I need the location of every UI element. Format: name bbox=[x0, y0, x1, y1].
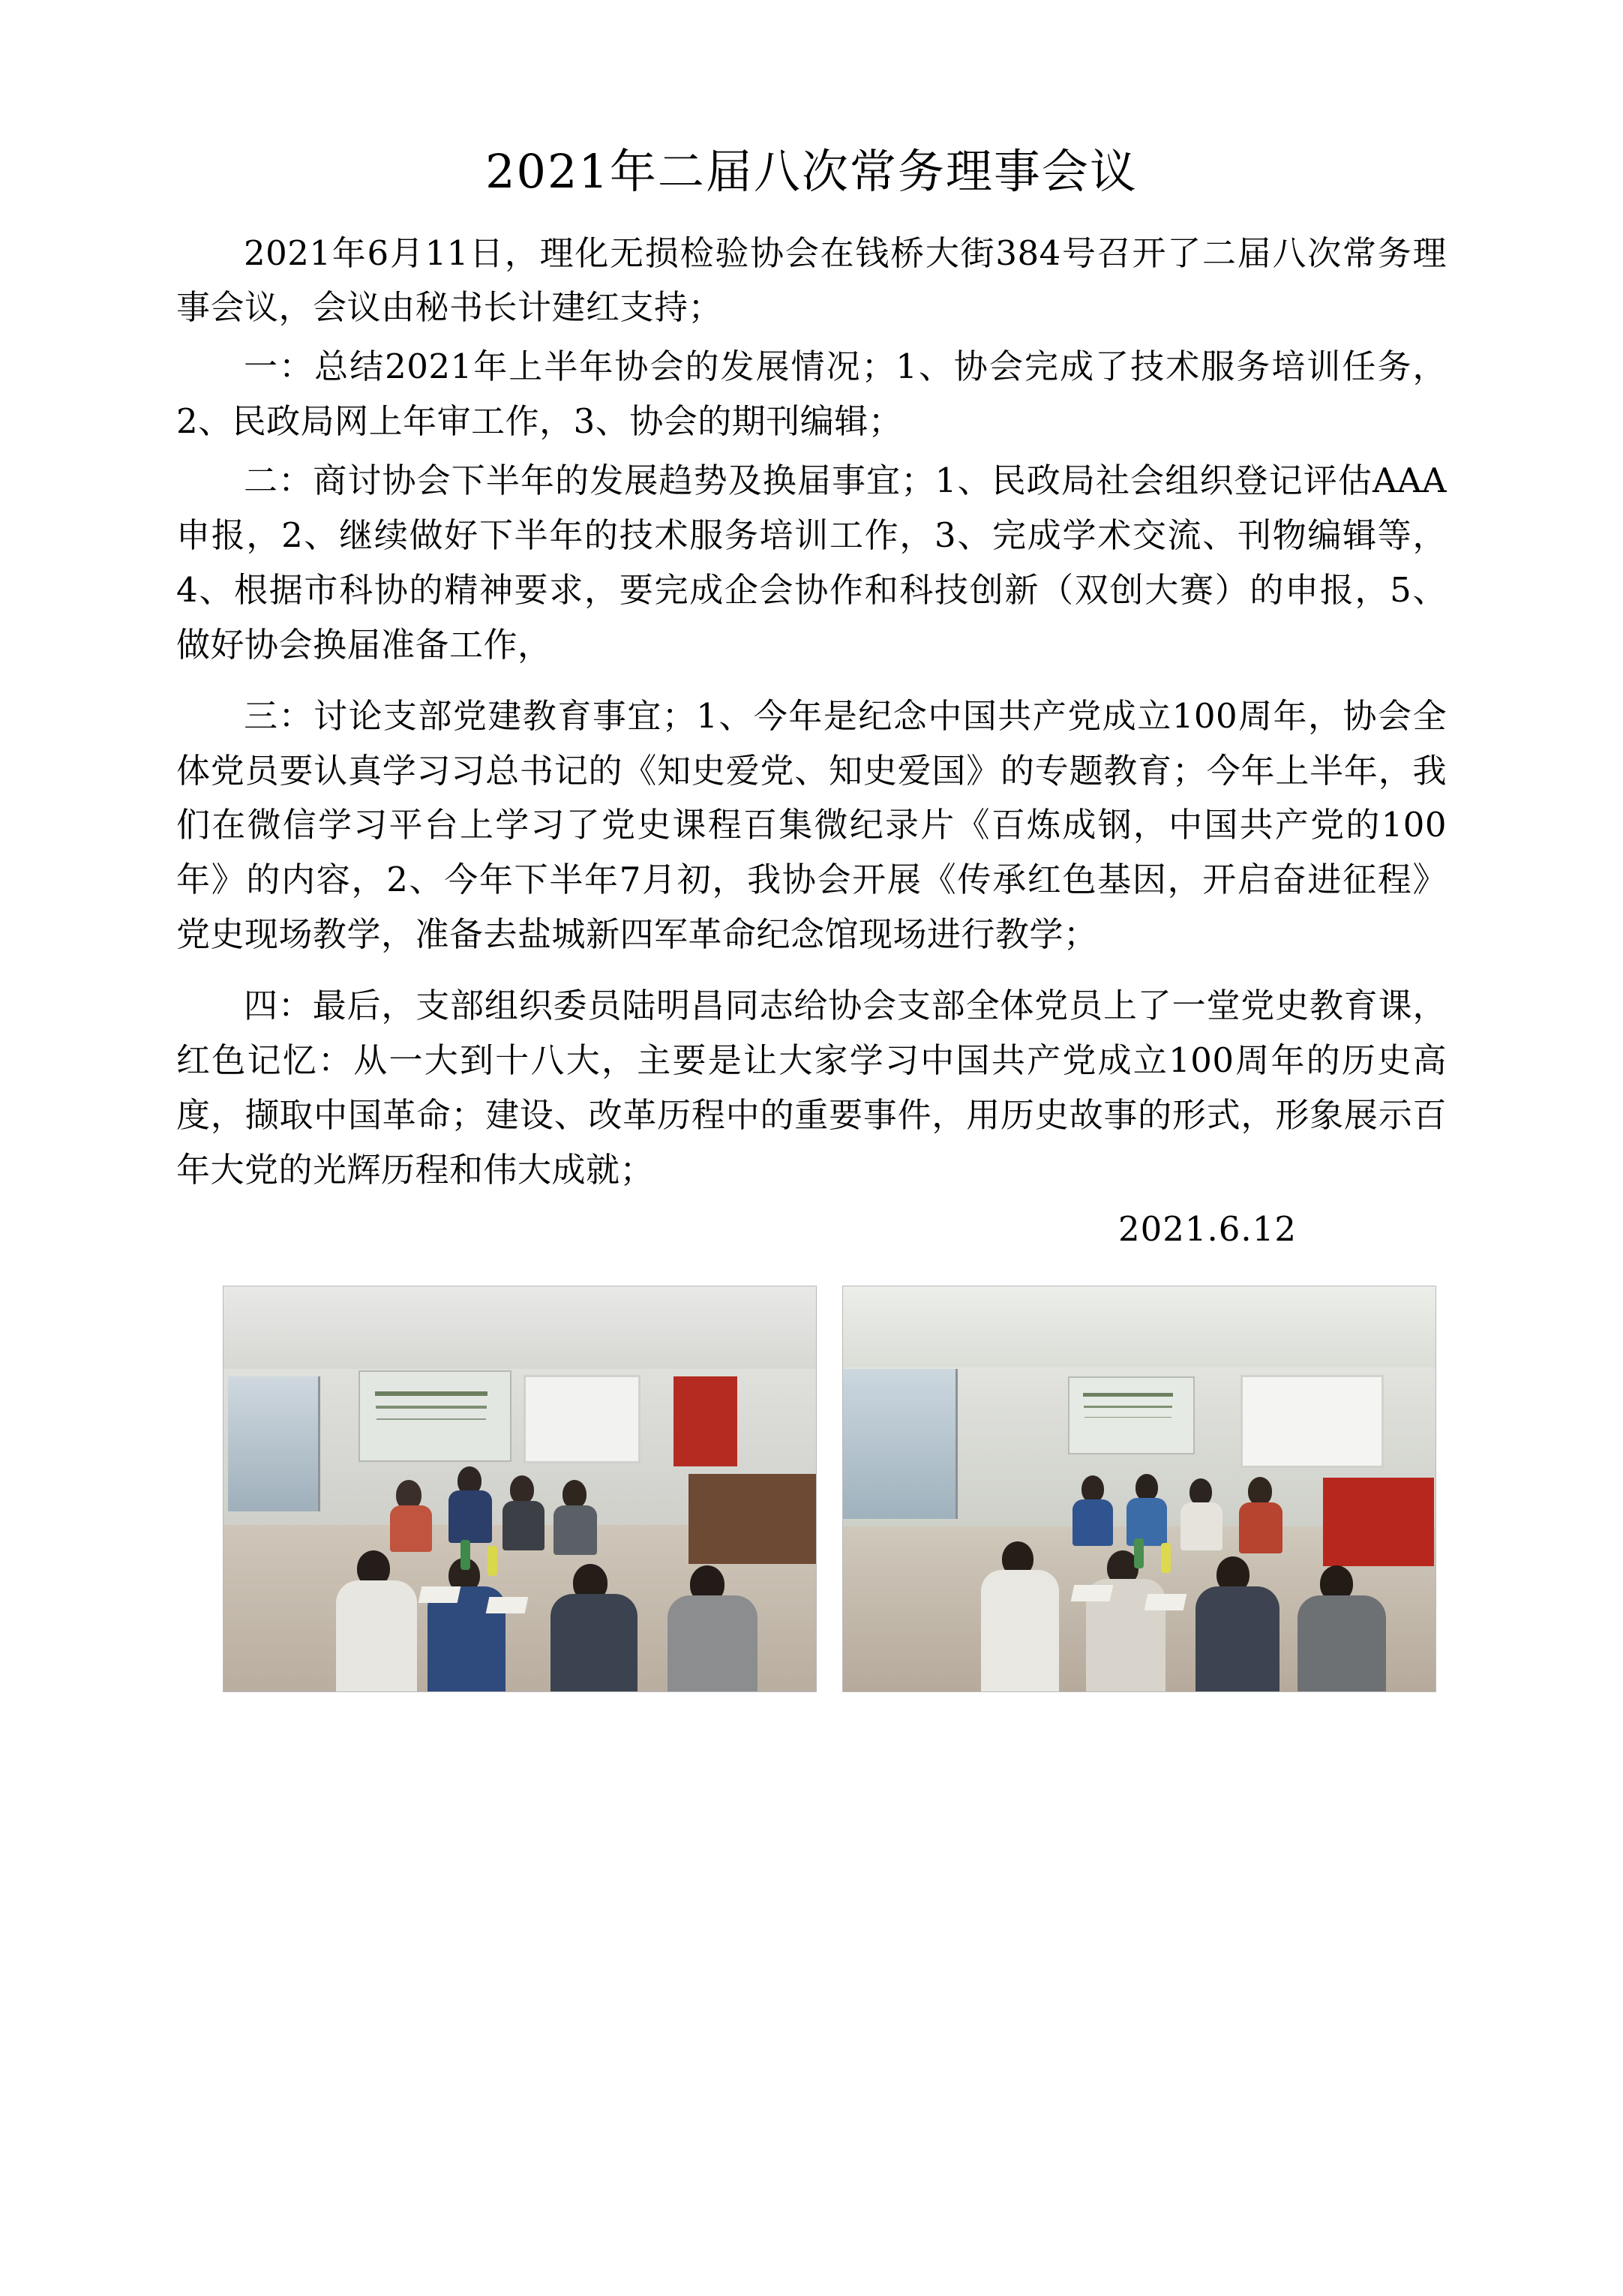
photo1-person bbox=[562, 1480, 586, 1508]
photo2-person bbox=[1298, 1595, 1386, 1692]
photo2-person bbox=[1196, 1586, 1280, 1692]
photo2-person bbox=[1239, 1502, 1282, 1553]
photo2-bottle bbox=[1134, 1538, 1144, 1568]
photo2-person bbox=[1136, 1474, 1158, 1501]
photo2-red-banner bbox=[1323, 1478, 1434, 1566]
photo1-paper bbox=[486, 1597, 529, 1613]
photo2-person bbox=[1082, 1475, 1104, 1502]
photo1-screen-text bbox=[375, 1391, 488, 1396]
photo2-whiteboard bbox=[1240, 1375, 1384, 1468]
meeting-photo-1 bbox=[223, 1286, 817, 1692]
photo1-person bbox=[510, 1475, 534, 1504]
photo2-person bbox=[1072, 1499, 1113, 1546]
photo1-person bbox=[554, 1505, 597, 1555]
paragraph-section-four: 四：最后，支部组织委员陆明昌同志给协会支部全体党员上了一堂党史教育课，红色记忆：从一大到十八大，主要是让大家学习中国共产党成立100周年的历史高度，撷取中国革命；建设、改革历程中的重要事件，用历史故事的形式，形象展示百年大党的光辉历程和伟大成就； bbox=[176, 986, 1447, 1190]
photo1-paper bbox=[418, 1586, 461, 1603]
photo1-projector-screen bbox=[358, 1370, 512, 1462]
photo2-paper bbox=[1071, 1585, 1114, 1601]
photo1-person bbox=[448, 1490, 492, 1543]
photo2-person bbox=[1180, 1502, 1222, 1550]
paragraph-section-two: 二：商讨协会下半年的发展趋势及换届事宜；1、民政局社会组织登记评估AAA申报，2、继续做好下半年的技术服务培训工作，3、完成学术交流、刊物编辑等，4、根据市科协的精神要求，要完成企会协作和科技创新（双创大赛）的申报，5、做好协会换届准备工作， bbox=[176, 461, 1447, 665]
photo2-person bbox=[981, 1570, 1059, 1691]
photo1-red-flag bbox=[674, 1376, 737, 1466]
photo1-person bbox=[550, 1594, 638, 1692]
photo2-window bbox=[843, 1369, 958, 1519]
photo2-person bbox=[1190, 1478, 1212, 1505]
photo2-bottle bbox=[1161, 1543, 1171, 1573]
paragraph-intro: 2021年6月11日，理化无损检验协会在钱桥大街384号召开了二届八次常务理事会议，会议由秘书长计建红支持； bbox=[176, 233, 1447, 328]
photo2-screen-text bbox=[1083, 1393, 1173, 1397]
photo1-bottle bbox=[460, 1540, 470, 1570]
date-signature-line bbox=[176, 1202, 1447, 1257]
photo1-whiteboard bbox=[524, 1375, 640, 1463]
paragraph-section-one: 一：总结2021年上半年协会的发展情况；1、协会完成了技术服务培训任务，2、民政局网上年审工作，3、协会的期刊编辑； bbox=[176, 347, 1447, 442]
page-title: 2021年二届八次常务理事会议 bbox=[485, 144, 1138, 199]
photo2-person bbox=[1126, 1498, 1167, 1546]
date-signature: 2021.6.12 bbox=[1118, 1208, 1297, 1249]
photo2-person bbox=[1248, 1477, 1272, 1505]
photo1-cabinet bbox=[688, 1474, 816, 1564]
photo1-person bbox=[336, 1580, 417, 1692]
photo1-person bbox=[502, 1501, 544, 1550]
photo1-person bbox=[390, 1505, 432, 1552]
paragraph-section-three: 三：讨论支部党建教育事宜；1、今年是纪念中国共产党成立100周年，协会全体党员要认真学习习总书记的《知史爱党、知史爱国》的专题教育；今年上半年，我们在微信学习平台上学习了党史课程百集微纪录片《百炼成钢，中国共产党的100年》的内容，2、今年下半年7月初，我协会开展《传承红色基因，开启奋进征程》党史现场教学，准备去盐城新四军革命纪念馆现场进行教学； bbox=[176, 695, 1447, 955]
photo-gallery bbox=[176, 1286, 1447, 1692]
photo1-window bbox=[228, 1376, 320, 1511]
meeting-photo-2 bbox=[842, 1286, 1436, 1692]
photo2-projector-screen bbox=[1068, 1376, 1195, 1454]
photo2-ceiling bbox=[843, 1286, 1436, 1375]
photo1-person bbox=[668, 1595, 758, 1692]
photo1-ceiling bbox=[224, 1286, 816, 1376]
photo2-paper bbox=[1144, 1594, 1187, 1610]
photo1-bottle bbox=[488, 1546, 497, 1576]
